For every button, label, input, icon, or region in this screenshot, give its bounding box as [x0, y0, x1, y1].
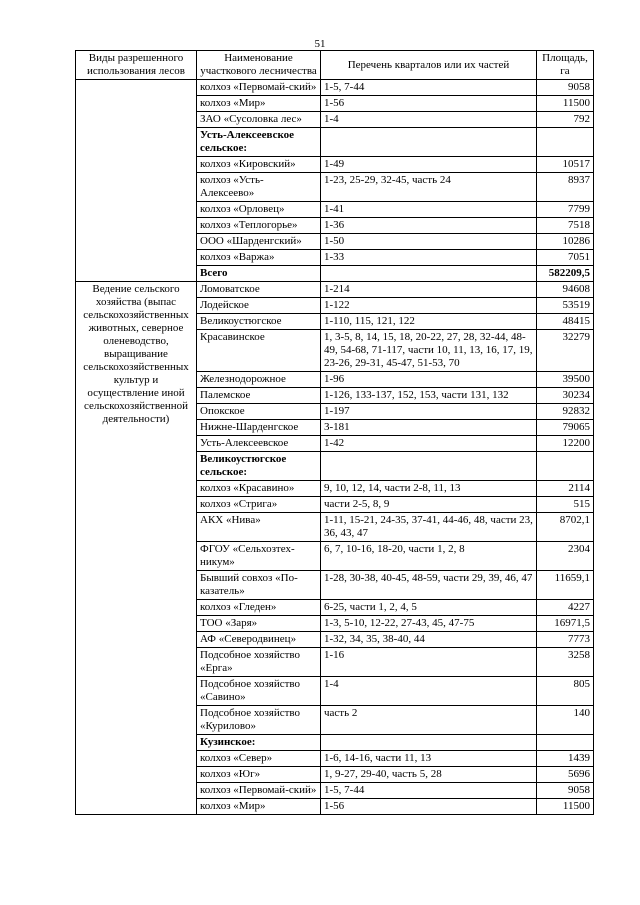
forestry-cell: колхоз «Орловец» [197, 202, 321, 218]
area-cell: 11659,1 [537, 571, 594, 600]
area-cell: 10286 [537, 234, 594, 250]
area-cell: 5696 [537, 767, 594, 783]
quarters-cell: 1-5, 7-44 [321, 80, 537, 96]
quarters-cell: 1-6, 14-16, части 11, 13 [321, 751, 537, 767]
forestry-cell: Великоустюгское [197, 314, 321, 330]
area-cell: 92832 [537, 404, 594, 420]
quarters-cell: 1, 9-27, 29-40, часть 5, 28 [321, 767, 537, 783]
forestry-cell: Палемское [197, 388, 321, 404]
area-cell: 2304 [537, 542, 594, 571]
forestry-cell: Подсобное хозяйство «Курилово» [197, 706, 321, 735]
forestry-cell: Железнодорожное [197, 372, 321, 388]
forestry-cell: колхоз «Усть-Алексеево» [197, 173, 321, 202]
area-cell: 11500 [537, 96, 594, 112]
forestry-cell: колхоз «Мир» [197, 799, 321, 815]
quarters-cell: 1-28, 30-38, 40-45, 48-59, части 29, 39, 46, 47 [321, 571, 537, 600]
area-cell: 805 [537, 677, 594, 706]
quarters-cell: 1-214 [321, 282, 537, 298]
quarters-cell: 1-126, 133-137, 152, 153, части 131, 132 [321, 388, 537, 404]
quarters-cell: 1-4 [321, 112, 537, 128]
quarters-cell: 1-56 [321, 96, 537, 112]
area-cell: 11500 [537, 799, 594, 815]
area-cell: 12200 [537, 436, 594, 452]
forestry-cell: колхоз «Красавино» [197, 481, 321, 497]
area-cell: 515 [537, 497, 594, 513]
forestry-cell: Нижне-Шарденгское [197, 420, 321, 436]
forestry-cell: ООО «Шарденгский» [197, 234, 321, 250]
area-cell: 4227 [537, 600, 594, 616]
section-heading-velikoustyugskoe: Великоустюгское сельское: [197, 452, 321, 481]
quarters-cell: 1-4 [321, 677, 537, 706]
quarters-cell: 1-197 [321, 404, 537, 420]
quarters-cell: 1, 3-5, 8, 14, 15, 18, 20-22, 27, 28, 32-44, 48-49, 54-68, 71-117, части 10, 11, 13, 16, 17, 19, 23-26, 29-31, 45-47, 51-53, 70 [321, 330, 537, 372]
area-cell: 140 [537, 706, 594, 735]
area-cell: 48415 [537, 314, 594, 330]
forestry-cell: ЗАО «Сусоловка лес» [197, 112, 321, 128]
header-quarters: Перечень кварталов или их частей [321, 51, 537, 80]
quarters-cell: 1-33 [321, 250, 537, 266]
area-cell: 32279 [537, 330, 594, 372]
quarters-cell: 1-23, 25-29, 32-45, часть 24 [321, 173, 537, 202]
area-cell: 8937 [537, 173, 594, 202]
forestry-cell: колхоз «Юг» [197, 767, 321, 783]
area-cell: 39500 [537, 372, 594, 388]
forestry-cell: Ломоватское [197, 282, 321, 298]
area-cell: 53519 [537, 298, 594, 314]
area-cell: 9058 [537, 783, 594, 799]
area-cell: 2114 [537, 481, 594, 497]
area-cell: 1439 [537, 751, 594, 767]
forestry-cell: колхоз «Первомай-ский» [197, 783, 321, 799]
area-cell: 8702,1 [537, 513, 594, 542]
quarters-cell: 1-41 [321, 202, 537, 218]
forestry-cell: колхоз «Стрига» [197, 497, 321, 513]
section-heading-ust-alekseevskoe: Усть-Алексеевское сельское: [197, 128, 321, 157]
forestry-cell: колхоз «Север» [197, 751, 321, 767]
quarters-cell: 1-16 [321, 648, 537, 677]
area-cell: 792 [537, 112, 594, 128]
area-cell: 30234 [537, 388, 594, 404]
quarters-cell: 1-122 [321, 298, 537, 314]
forestry-cell: ТОО «Заря» [197, 616, 321, 632]
section-heading-kuzinskoe: Кузинское: [197, 735, 321, 751]
forest-use-table [75, 50, 594, 815]
total-label: Всего [197, 266, 321, 282]
forestry-cell: Красавинское [197, 330, 321, 372]
area-cell: 94608 [537, 282, 594, 298]
use-type-cell-continued [76, 80, 197, 282]
quarters-cell: 6-25, части 1, 2, 4, 5 [321, 600, 537, 616]
quarters-cell: 1-56 [321, 799, 537, 815]
table-row [76, 282, 594, 298]
quarters-cell: 1-32, 34, 35, 38-40, 44 [321, 632, 537, 648]
forestry-cell: колхоз «Кировский» [197, 157, 321, 173]
total-area: 582209,5 [537, 266, 594, 282]
quarters-cell: 3-181 [321, 420, 537, 436]
area-cell: 3258 [537, 648, 594, 677]
forestry-cell: колхоз «Первомай-ский» [197, 80, 321, 96]
quarters-cell: часть 2 [321, 706, 537, 735]
quarters-cell: 9, 10, 12, 14, части 2-8, 11, 13 [321, 481, 537, 497]
forestry-cell: Опокское [197, 404, 321, 420]
area-cell: 9058 [537, 80, 594, 96]
quarters-cell: 1-36 [321, 218, 537, 234]
table-row [76, 80, 594, 96]
quarters-cell: 1-5, 7-44 [321, 783, 537, 799]
forestry-cell: ФГОУ «Сельхозтех-никум» [197, 542, 321, 571]
area-cell: 7799 [537, 202, 594, 218]
table-header-row [76, 51, 594, 80]
page-number: 51 [314, 38, 326, 50]
forestry-cell: Усть-Алексеевское [197, 436, 321, 452]
area-cell: 79065 [537, 420, 594, 436]
forestry-cell: колхоз «Мир» [197, 96, 321, 112]
quarters-cell: 6, 7, 10-16, 18-20, части 1, 2, 8 [321, 542, 537, 571]
quarters-cell: части 2-5, 8, 9 [321, 497, 537, 513]
quarters-cell: 1-42 [321, 436, 537, 452]
quarters-cell: 1-110, 115, 121, 122 [321, 314, 537, 330]
use-type-agriculture: Ведение сельского хозяйства (выпас сельскохозяйственных животных, северное оленеводство, выращивание сельскохозяйственных культур и осуществление иной сельскохозяйственной деятельности) [76, 282, 197, 815]
forestry-cell: Бывший совхоз «По-казатель» [197, 571, 321, 600]
quarters-cell: 1-96 [321, 372, 537, 388]
forestry-cell: Лодейское [197, 298, 321, 314]
area-cell: 7051 [537, 250, 594, 266]
forestry-cell: колхоз «Гледен» [197, 600, 321, 616]
header-forestry: Наименование участкового лесничества [197, 51, 321, 80]
forestry-cell: АФ «Северодвинец» [197, 632, 321, 648]
quarters-cell: 1-49 [321, 157, 537, 173]
area-cell: 16971,5 [537, 616, 594, 632]
forestry-cell: Подсобное хозяйство «Ерга» [197, 648, 321, 677]
forestry-cell: Подсобное хозяйство «Савино» [197, 677, 321, 706]
forestry-cell: колхоз «Теплогорье» [197, 218, 321, 234]
quarters-cell: 1-3, 5-10, 12-22, 27-43, 45, 47-75 [321, 616, 537, 632]
header-use-type: Виды разрешенного использования лесов [76, 51, 197, 80]
header-area: Площадь, га [537, 51, 594, 80]
area-cell: 10517 [537, 157, 594, 173]
quarters-cell: 1-11, 15-21, 24-35, 37-41, 44-46, 48, части 23, 36, 43, 47 [321, 513, 537, 542]
quarters-cell: 1-50 [321, 234, 537, 250]
forestry-cell: АКХ «Нива» [197, 513, 321, 542]
area-cell: 7773 [537, 632, 594, 648]
area-cell: 7518 [537, 218, 594, 234]
forestry-cell: колхоз «Варжа» [197, 250, 321, 266]
